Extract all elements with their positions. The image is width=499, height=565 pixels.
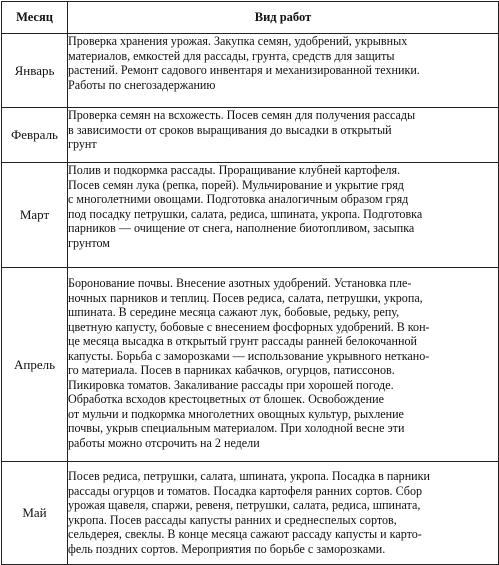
work-line: парников — очищение от снега, наполнение биотопливом, засыпка [68,221,415,236]
work-line: с многолетними овощами. Подготовка аналогичным образом гряд [68,192,409,207]
work-line: Проверка семян на всхожесть. Посев семян для получения рассады [68,108,416,122]
work-description-cell [68,108,499,163]
table-row-may [2,462,499,565]
table-row-february [2,108,499,163]
table-row-march [2,163,499,268]
work-line: Работы по снегозадержанию [68,77,216,92]
work-line: растений. Ремонт садового инвентаря и механизированной техники. [68,63,420,78]
work-line: от мульчи и подкормка многолетних овощных культур, рыхление [68,406,404,421]
work-line: Боронование почвы. Внесение азотных удобрений. Установка пле- [68,276,412,290]
work-line: сельдерея, свеклы. В конце месяца сажают рассаду капусты и карто- [68,527,422,542]
month-cell: Февраль [2,108,68,163]
work-column-header: Вид работ [68,2,499,34]
month-cell: Январь [2,34,68,108]
works-calendar-table [1,1,499,565]
work-line: Пикировка томатов. Закаливание рассады при хорошей погоде. [68,377,394,392]
work-line: капусты. Борьба с заморозками — использование укрывного неткано- [68,348,430,363]
work-line: под посадку петрушки, салата, редиса, шпината, укропа. Подготовка [68,206,423,221]
work-line: рассады огурцов и томатов. Посадка картофеля ранних сортов. Сбор [68,483,423,498]
table-row-january [2,34,499,108]
work-line: грунт [68,137,97,152]
table-header-row [2,2,499,34]
work-line: урожая щавеля, спаржи, ревеня, петрушки, салата, редиса, шпината, [68,498,421,513]
work-description-cell [68,268,499,462]
work-line: в зависимости от сроков выращивания до высадки в открытый [68,122,392,137]
month-column-header: Месяц [2,2,68,34]
work-line: го материала. Посев в парниках кабачков, огурцов, патиссонов. [68,363,395,378]
work-line: материалов, емкостей для рассады, грунта, средств для защиты [68,48,395,63]
work-line: шпината. В середине месяца сажают лук, бобовые, редьку, репу, [68,305,400,320]
work-line: це месяца высадка в открытый грунт рассады ранней белокочанной [68,334,418,349]
work-line: Полив и подкормка рассады. Проращивание клубней картофеля. [68,163,401,177]
work-line: почвы, укрыв специальным материалом. При холодной весне эти [68,421,405,436]
work-line: фель поздних сортов. Мероприятия по борьбе с заморозками. [68,541,386,556]
work-line: Посев семян лука (репка, порей). Мульчирование и укрытие гряд [68,177,404,192]
work-line: цветную капусту, бобовые с внесением фосфорных удобрений. В кон- [68,319,430,334]
work-description-cell [68,34,499,108]
work-line: укропа. Посев рассады капусты ранних и среднеспелых сортов, [68,512,397,527]
work-line: Обработка всходов крестоцветных от блошек. Освобождение [68,392,384,407]
work-line: Посев редиса, петрушки, салата, шпината, укропа. Посадка в парники [68,469,430,483]
work-line: Проверка хранения урожая. Закупка семян, удобрений, укрывных [68,34,408,48]
work-description-cell [68,163,499,268]
work-description-cell [68,462,499,565]
work-line: грунтом [68,235,110,250]
work-line: ночных парников и теплиц. Посев редиса, салата, петрушки, укропа, [68,290,423,305]
table-row-april [2,268,499,462]
month-cell: Апрель [2,268,68,462]
month-cell: Май [2,462,68,565]
month-cell: Март [2,163,68,268]
work-line: работы можно отсрочить на 2 недели [68,436,260,451]
